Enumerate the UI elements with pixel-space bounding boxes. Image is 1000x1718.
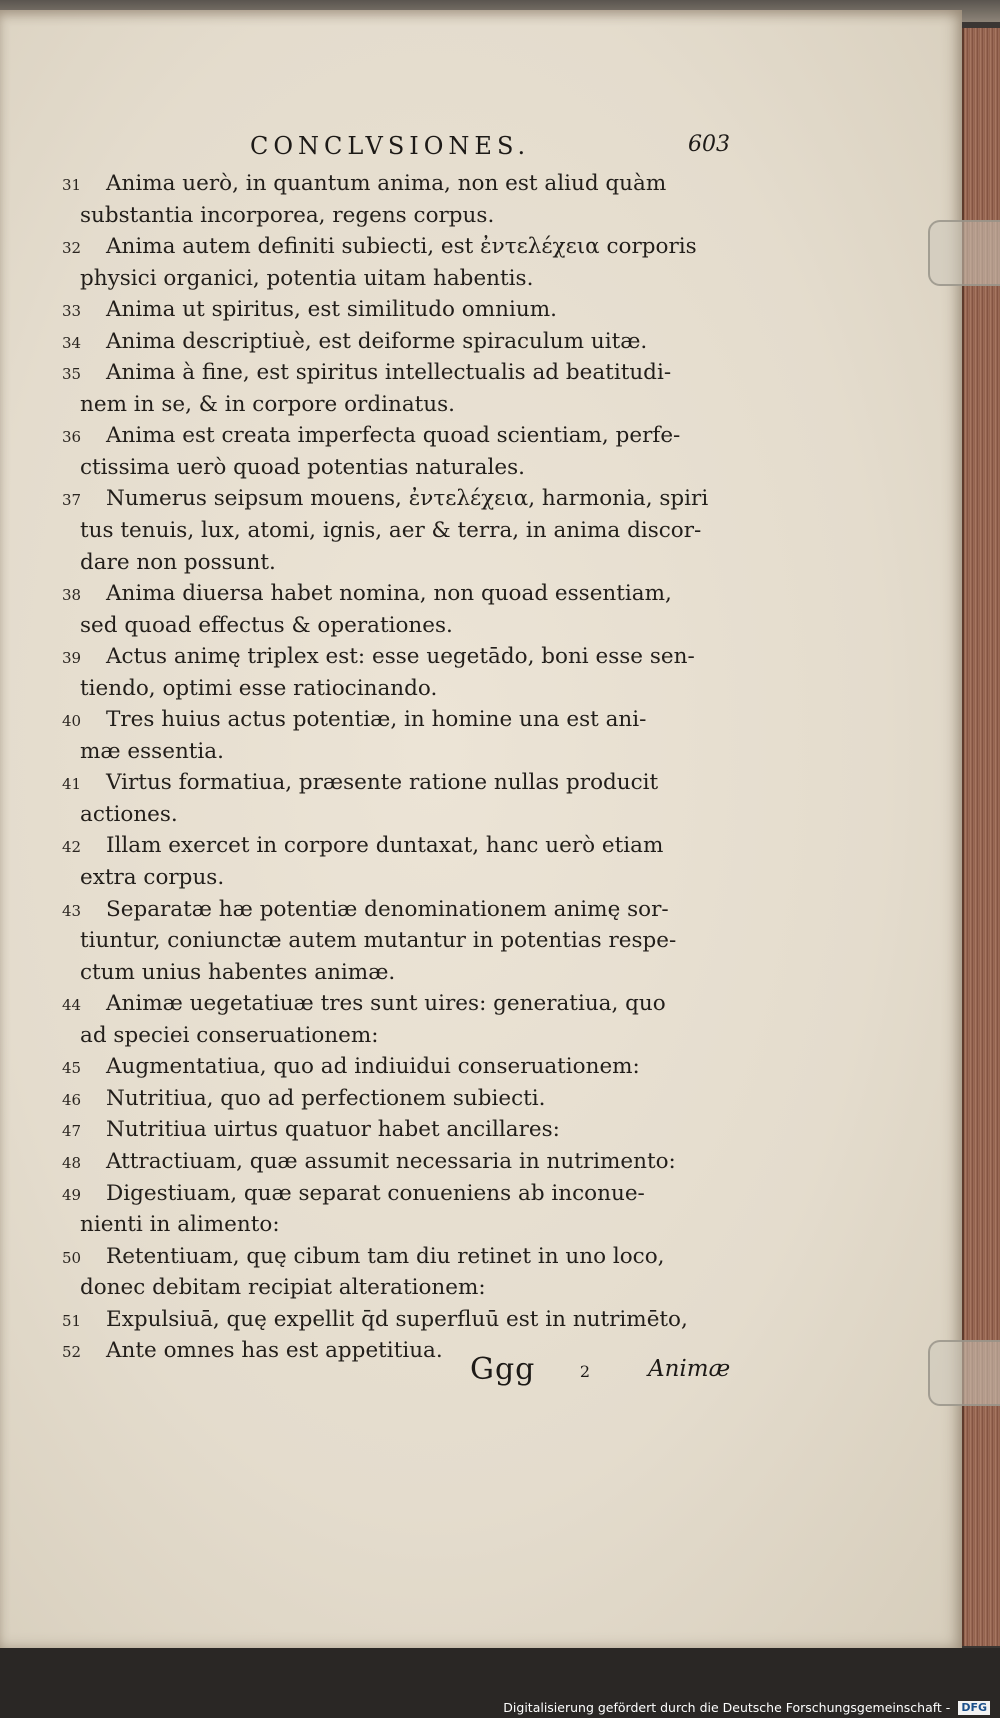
- conclusion-number: 47: [62, 1122, 82, 1141]
- line-text: Animæ uegetatiuæ tres sunt uires: generatiua, quo: [106, 991, 666, 1017]
- text-line: [62, 1020, 742, 1052]
- conclusion-number: 31: [62, 176, 82, 194]
- line-text: Tres huius actus potentiæ, in homine una est ani-: [106, 707, 647, 733]
- line-text: sed quoad effectus & operationes.: [80, 612, 453, 638]
- conclusion-number: 35: [62, 365, 82, 384]
- line-text: Augmentatiua, quo ad indiuidui conseruationem:: [106, 1054, 640, 1080]
- line-text: donec debitam recipiat alterationem:: [80, 1275, 486, 1301]
- conclusion-number: 42: [62, 838, 82, 857]
- line-text: Retentiuam, quę cibum tam diu retinet in uno loco,: [106, 1243, 665, 1269]
- signature-letters: Ggg: [470, 1352, 536, 1387]
- text-line: [62, 830, 742, 862]
- text-line: [62, 1051, 742, 1083]
- text-line: [62, 200, 742, 232]
- text-line: [62, 1114, 742, 1146]
- text-line: [62, 1241, 742, 1273]
- dfg-logo: DFG: [958, 1701, 990, 1715]
- bottom-bar: [0, 1648, 1000, 1718]
- line-text: Anima diuersa habet nomina, non quoad essentiam,: [106, 581, 672, 607]
- text-line: [62, 231, 742, 263]
- text-line: [62, 1083, 742, 1115]
- credit-text: Digitalisierung gefördert durch die Deutsche Forschungsgemeinschaft -: [503, 1699, 951, 1715]
- conclusion-number: 46: [62, 1090, 82, 1109]
- line-text: tiendo, optimi esse ratiocinando.: [80, 675, 438, 701]
- line-text: Illam exercet in corpore duntaxat, hanc uerò etiam: [106, 833, 664, 859]
- conclusion-number: 40: [62, 712, 82, 731]
- line-text: dare non possunt.: [80, 549, 276, 575]
- page-number: 603: [688, 132, 730, 157]
- line-text: Separatæ hæ potentiæ denominationem animę sor-: [106, 896, 669, 922]
- text-line: [62, 389, 742, 421]
- text-line: [62, 294, 742, 326]
- text-line: [62, 263, 742, 295]
- conclusion-number: 38: [62, 586, 82, 605]
- line-text: Attractiuam, quæ assumit necessaria in nutrimento:: [106, 1148, 676, 1174]
- text-line: [62, 357, 742, 389]
- line-text: extra corpus.: [80, 865, 225, 891]
- line-text: ad speciei conseruationem:: [80, 1022, 379, 1048]
- text-line: [62, 641, 742, 673]
- text-line: [62, 1178, 742, 1210]
- body-text: [62, 168, 742, 1367]
- conclusion-number: 37: [62, 491, 82, 510]
- conclusion-number: 52: [62, 1343, 82, 1362]
- line-text: Nutritiua uirtus quatuor habet ancillares:: [106, 1117, 560, 1143]
- line-text: Anima ut spiritus, est similitudo omnium.: [106, 297, 557, 323]
- text-line: [62, 547, 742, 579]
- text-line: [62, 168, 742, 200]
- conclusion-number: 51: [62, 1311, 82, 1330]
- text-line: [62, 988, 742, 1020]
- line-text: Anima autem definiti subiecti, est ἐντελέχεια corporis: [106, 234, 697, 260]
- conclusion-number: 43: [62, 901, 82, 920]
- line-text: Ante omnes has est appetitiua.: [106, 1338, 443, 1364]
- conclusion-number: 34: [62, 333, 82, 352]
- conclusion-number: 44: [62, 996, 82, 1015]
- line-text: Numerus seipsum mouens, ἐντελέχεια, harmonia, spiri: [106, 486, 709, 512]
- line-text: Digestiuam, quæ separat conueniens ab inconue-: [106, 1180, 645, 1206]
- text-line: [62, 1209, 742, 1241]
- text-line: [62, 1146, 742, 1178]
- line-text: mæ essentia.: [80, 738, 224, 764]
- text-line: [62, 452, 742, 484]
- conclusion-number: 50: [62, 1248, 82, 1267]
- text-line: [62, 515, 742, 547]
- signature-number: 2: [579, 1361, 592, 1381]
- line-text: Virtus formatiua, præsente ratione nullas producit: [106, 770, 659, 796]
- text-line: [62, 673, 742, 705]
- text-line: [62, 799, 742, 831]
- line-text: ctum unius habentes animæ.: [80, 959, 396, 985]
- line-text: Anima est creata imperfecta quoad scientiam, perfe-: [106, 423, 681, 449]
- page-clip-top: [928, 220, 1000, 286]
- line-text: Anima uerò, in quantum anima, non est aliud quàm: [106, 171, 667, 196]
- signature-mark: [470, 1352, 591, 1387]
- line-text: Anima descriptiuè, est deiforme spiraculum uitæ.: [106, 328, 648, 354]
- text-line: [62, 483, 742, 515]
- line-text: Nutritiua, quo ad perfectionem subiecti.: [106, 1085, 546, 1111]
- line-text: ctissima uerò quoad potentias naturales.: [80, 454, 525, 480]
- text-line: [62, 1335, 742, 1367]
- conclusion-number: 36: [62, 428, 82, 447]
- conclusion-number: 39: [62, 649, 82, 668]
- text-line: [62, 420, 742, 452]
- text-line: [62, 610, 742, 642]
- line-text: Actus animę triplex est: esse uegetādo, boni esse sen-: [106, 644, 695, 670]
- text-line: [62, 1304, 742, 1336]
- text-line: [62, 957, 742, 989]
- text-line: [62, 894, 742, 926]
- text-line: [62, 326, 742, 358]
- catchword: Animæ: [648, 1356, 731, 1382]
- line-text: tiuntur, coniunctæ autem mutantur in potentias respe-: [80, 928, 677, 954]
- line-text: substantia incorporea, regens corpus.: [80, 202, 495, 228]
- line-text: Anima à fine, est spiritus intellectualis ad beatitudi-: [106, 360, 672, 386]
- line-text: Expulsiuā, quę expellit q̄d superfluū est in nutrimēto,: [106, 1306, 688, 1332]
- conclusion-number: 32: [62, 239, 82, 258]
- page-clip-bottom: [928, 1340, 1000, 1406]
- line-text: actiones.: [80, 801, 178, 827]
- running-header: CONCLVSIONES.: [250, 132, 531, 160]
- text-line: [62, 704, 742, 736]
- line-text: physici organici, potentia uitam habentis.: [80, 265, 534, 291]
- conclusion-number: 41: [62, 775, 82, 794]
- text-line: [62, 578, 742, 610]
- text-line: [62, 1272, 742, 1304]
- conclusion-number: 48: [62, 1153, 82, 1172]
- text-line: [62, 925, 742, 957]
- text-line: [62, 862, 742, 894]
- conclusion-number: 33: [62, 302, 82, 321]
- funding-credit: [500, 1700, 990, 1716]
- text-line: [62, 736, 742, 768]
- conclusion-number: 49: [62, 1185, 82, 1204]
- line-text: nem in se, & in corpore ordinatus.: [80, 391, 455, 417]
- line-text: tus tenuis, lux, atomi, ignis, aer & terra, in anima discor-: [80, 518, 702, 544]
- line-text: nienti in alimento:: [80, 1212, 280, 1238]
- text-line: [62, 767, 742, 799]
- conclusion-number: 45: [62, 1059, 82, 1078]
